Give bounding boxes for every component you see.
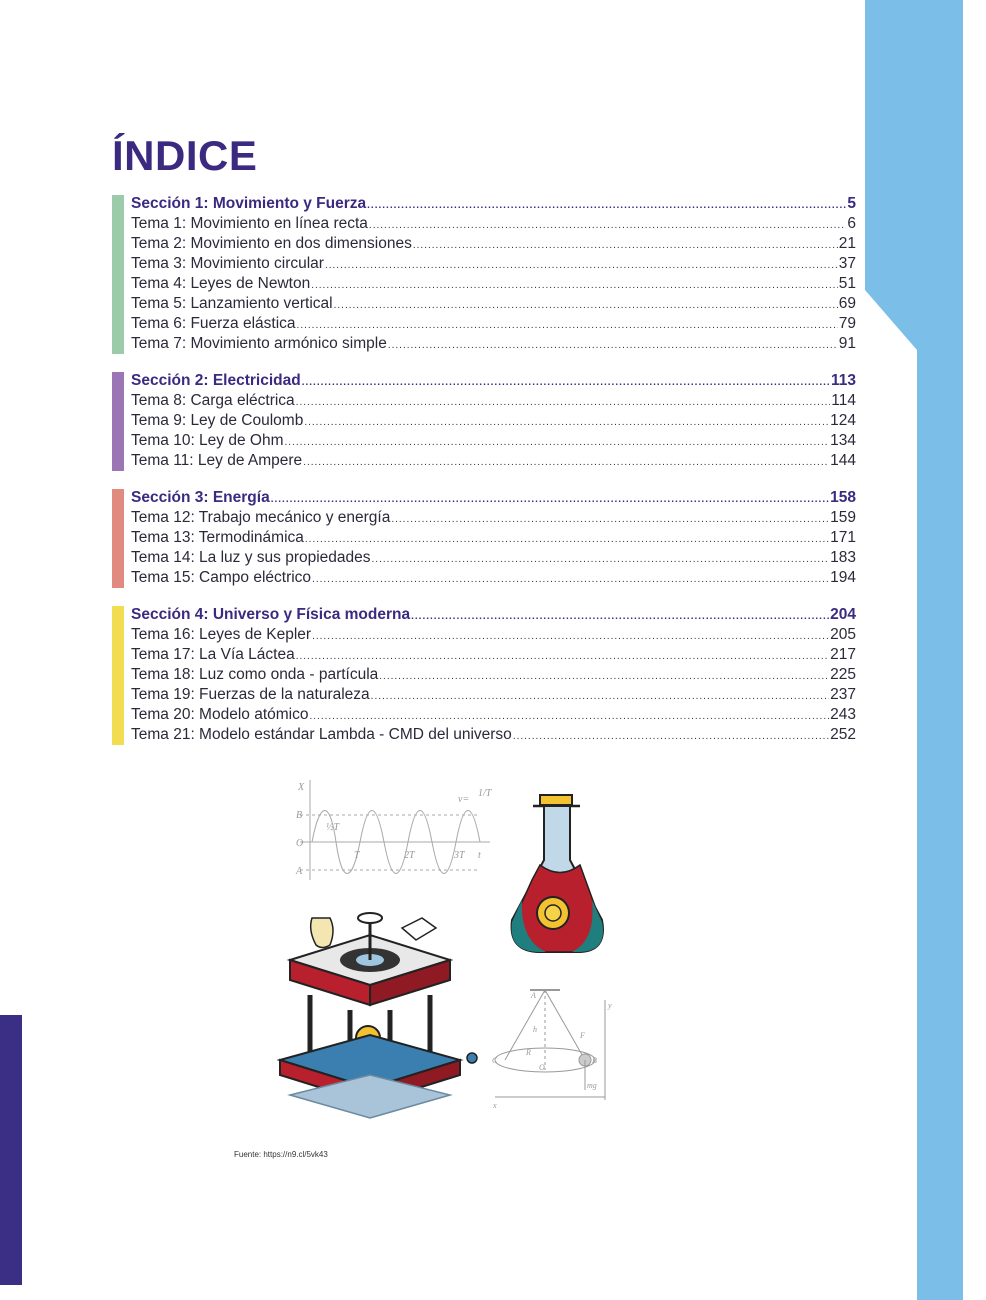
- page-number: 134: [830, 432, 856, 449]
- section-2: [112, 371, 856, 471]
- leader-dots: [513, 727, 829, 747]
- toc-entry[interactable]: [131, 568, 856, 588]
- leader-dots: [312, 570, 829, 590]
- section-title: Sección 4: Universo y Física moderna: [131, 606, 411, 623]
- apparatus-icon: [280, 913, 477, 1118]
- page-number: 171: [830, 529, 856, 546]
- toc-entry[interactable]: [131, 391, 856, 411]
- page-number: 5: [847, 195, 856, 212]
- page-number: 217: [830, 646, 856, 663]
- section-heading[interactable]: [131, 371, 856, 391]
- toc-entry[interactable]: [131, 548, 856, 568]
- topic-title: Tema 6: Fuerza elástica: [131, 315, 296, 332]
- section-4: [112, 605, 856, 745]
- toc-entry[interactable]: [131, 254, 856, 274]
- section-heading[interactable]: [131, 488, 856, 508]
- leader-dots: [325, 256, 838, 276]
- leader-dots: [271, 490, 829, 510]
- page-number: 183: [830, 549, 856, 566]
- wave-label: 2T: [404, 850, 415, 861]
- topic-title: Tema 11: Ley de Ampere: [131, 452, 303, 469]
- topic-title: Tema 5: Lanzamiento vertical: [131, 295, 333, 312]
- leader-dots: [309, 707, 829, 727]
- section-title: Sección 1: Movimiento y Fuerza: [131, 195, 367, 212]
- leader-dots: [302, 373, 830, 393]
- wave-label: A: [296, 866, 303, 877]
- leader-dots: [297, 316, 838, 336]
- topic-title: Tema 1: Movimiento en línea recta: [131, 215, 368, 232]
- leader-dots: [312, 627, 829, 647]
- physics-illustration: [250, 770, 650, 1130]
- toc-entry[interactable]: [131, 508, 856, 528]
- leader-dots: [305, 530, 829, 550]
- leader-dots: [296, 647, 829, 667]
- page-number: 6: [847, 215, 856, 232]
- toc-entry[interactable]: [131, 645, 856, 665]
- leader-dots: [413, 236, 838, 256]
- pendulum-label: y: [608, 1001, 612, 1010]
- toc-entry[interactable]: [131, 334, 856, 354]
- pendulum-label: O: [539, 1063, 545, 1072]
- topic-title: Tema 20: Modelo atómico: [131, 706, 309, 723]
- image-source: Fuente: https://n9.cl/5vk43: [234, 1150, 328, 1159]
- leader-dots: [304, 413, 829, 433]
- table-of-contents: [112, 194, 856, 762]
- toc-entry[interactable]: [131, 625, 856, 645]
- topic-title: Tema 17: La Vía Láctea: [131, 646, 295, 663]
- topic-title: Tema 14: La luz y sus propiedades: [131, 549, 371, 566]
- page-number: 237: [830, 686, 856, 703]
- page-number: 113: [830, 372, 856, 389]
- wave-label: ½T: [326, 822, 340, 833]
- page-number: 51: [838, 275, 856, 292]
- topic-title: Tema 21: Modelo estándar Lambda - CMD del universo: [131, 726, 512, 743]
- leader-dots: [388, 336, 838, 356]
- page-number: 252: [830, 726, 856, 743]
- section-heading[interactable]: [131, 605, 856, 625]
- toc-entry[interactable]: [131, 725, 856, 745]
- section-1: [112, 194, 856, 354]
- topic-title: Tema 7: Movimiento armónico simple: [131, 335, 387, 352]
- leader-dots: [311, 276, 838, 296]
- toc-entry[interactable]: [131, 411, 856, 431]
- wave-label: T: [354, 850, 360, 861]
- toc-entry[interactable]: [131, 234, 856, 254]
- section-color-bar: [112, 489, 124, 588]
- page-number: 205: [830, 626, 856, 643]
- leader-dots: [334, 296, 838, 316]
- page-number: 79: [838, 315, 856, 332]
- topic-title: Tema 4: Leyes de Newton: [131, 275, 311, 292]
- wave-label: B: [296, 810, 303, 821]
- pendulum-label: B: [592, 1056, 597, 1065]
- pendulum-label: R: [526, 1048, 531, 1057]
- topic-title: Tema 8: Carga eléctrica: [131, 392, 295, 409]
- toc-entry[interactable]: [131, 431, 856, 451]
- leader-dots: [372, 550, 830, 570]
- pendulum-label: F: [580, 1031, 585, 1040]
- wave-labels: [295, 782, 493, 877]
- page-number: 69: [838, 295, 856, 312]
- wave-label: 1/T: [478, 788, 492, 799]
- page-number: 91: [838, 335, 856, 352]
- pendulum-label: A: [531, 991, 536, 1000]
- topic-title: Tema 2: Movimiento en dos dimensiones: [131, 235, 412, 252]
- pendulum-label: mg: [587, 1081, 597, 1090]
- topic-title: Tema 3: Movimiento circular: [131, 255, 324, 272]
- leader-dots: [391, 510, 829, 530]
- page-number: 159: [830, 509, 856, 526]
- section-title: Sección 3: Energía: [131, 489, 270, 506]
- pendulum-label: C: [492, 1056, 498, 1065]
- page-number: 114: [831, 392, 856, 409]
- page-number: 158: [830, 489, 856, 506]
- wave-label: O: [296, 838, 304, 849]
- wave-label: t: [478, 850, 481, 861]
- leader-dots: [371, 687, 829, 707]
- toc-entry[interactable]: [131, 294, 856, 314]
- section-color-bar: [112, 372, 124, 471]
- page-number: 204: [830, 606, 856, 623]
- leader-dots: [303, 453, 829, 473]
- toc-entry[interactable]: [131, 451, 856, 471]
- section-color-bar: [112, 606, 124, 745]
- page-number: 124: [830, 412, 856, 429]
- page-number: 243: [830, 706, 856, 723]
- page-title: ÍNDICE: [112, 132, 258, 179]
- section-3: [112, 488, 856, 588]
- wave-label: ν=: [458, 794, 470, 805]
- leader-dots: [369, 216, 846, 236]
- page-number: 225: [830, 666, 856, 683]
- topic-title: Tema 15: Campo eléctrico: [131, 569, 312, 586]
- wave-label: 3T: [454, 850, 465, 861]
- topic-title: Tema 12: Trabajo mecánico y energía: [131, 509, 391, 526]
- leader-dots: [285, 433, 830, 453]
- section-heading[interactable]: [131, 194, 856, 214]
- page-number: 194: [830, 569, 856, 586]
- leader-dots: [296, 393, 831, 413]
- toc-entry[interactable]: [131, 705, 856, 725]
- page-number: 21: [838, 235, 856, 252]
- left-accent-bar: [0, 1015, 22, 1285]
- page-number: 144: [830, 452, 856, 469]
- pendulum-label: x: [493, 1101, 497, 1110]
- toc-entry[interactable]: [131, 214, 856, 234]
- toc-entry[interactable]: [131, 665, 856, 685]
- toc-entry[interactable]: [131, 274, 856, 294]
- side-tab: [865, 0, 963, 1300]
- flask-icon: [512, 795, 603, 952]
- toc-entry[interactable]: [131, 314, 856, 334]
- wave-label: X: [298, 782, 305, 793]
- pendulum-label: h: [533, 1025, 537, 1034]
- topic-title: Tema 16: Leyes de Kepler: [131, 626, 312, 643]
- toc-entry[interactable]: [131, 685, 856, 705]
- topic-title: Tema 10: Ley de Ohm: [131, 432, 284, 449]
- toc-entry[interactable]: [131, 528, 856, 548]
- topic-title: Tema 9: Ley de Coulomb: [131, 412, 304, 429]
- topic-title: Tema 13: Termodinámica: [131, 529, 304, 546]
- topic-title: Tema 18: Luz como onda - partícula: [131, 666, 379, 683]
- topic-title: Tema 19: Fuerzas de la naturaleza: [131, 686, 370, 703]
- section-title: Sección 2: Electricidad: [131, 372, 301, 389]
- page-number: 37: [838, 255, 856, 272]
- leader-dots: [411, 607, 829, 627]
- leader-dots: [367, 196, 846, 216]
- leader-dots: [379, 667, 829, 687]
- section-color-bar: [112, 195, 124, 354]
